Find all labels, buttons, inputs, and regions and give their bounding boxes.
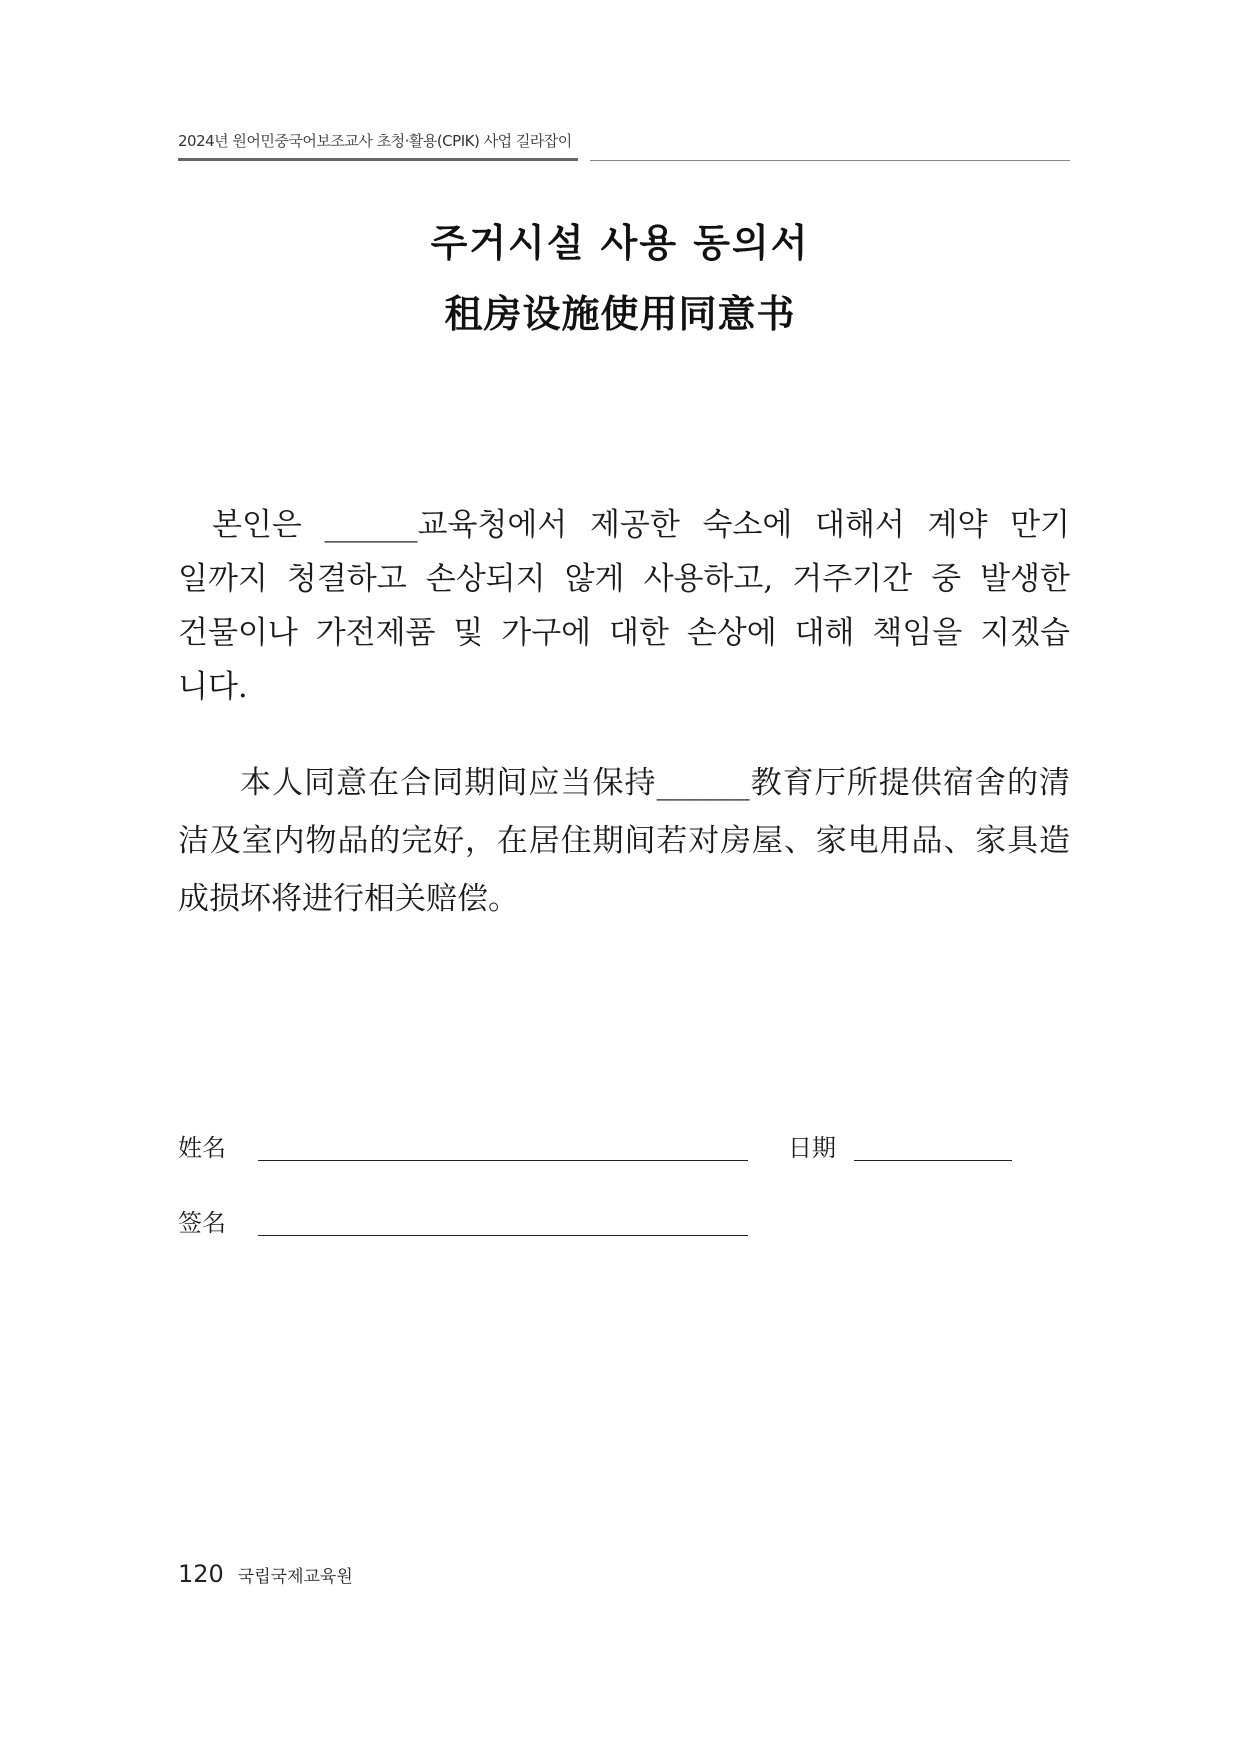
document-title-korean: 주거시설 사용 동의서 [430,220,810,265]
name-label: 姓名 [178,1134,226,1162]
header-rule-bold [178,158,578,161]
signature-blank-line [258,1235,748,1236]
page-footer [178,1560,353,1588]
name-blank-line [258,1160,748,1161]
date-label: 日期 [788,1134,836,1162]
header-rule-thin [590,160,1070,161]
document-title-chinese: 租房设施使用同意书 [444,291,796,336]
consent-paragraph-chinese: 本人同意在合同期间应当保持______教育厅所提供宿舍的清洁及室内物品的完好，在居住期间若对房屋、家电用品、家具造成损坏将进行相关赔偿。 [178,765,1070,917]
running-header-title: 2024년 원어민중국어보조교사 초청·활용(CPIK) 사업 길라잡이 [178,132,572,150]
consent-paragraph-korean: 본인은 ______교육청에서 제공한 숙소에 대해서 계약 만기일까지 청결하고 손상되지 않게 사용하고, 거주기간 중 발생한 건물이나 가전제품 및 가구에 대한 손상에 대해 책임을 지겠습니다. [178,507,1070,705]
footer-organization: 국립국제교육원 [237,1567,353,1587]
signature-label: 签名 [178,1209,226,1237]
page-number: 120 [178,1560,224,1588]
date-blank-line [854,1160,1012,1161]
